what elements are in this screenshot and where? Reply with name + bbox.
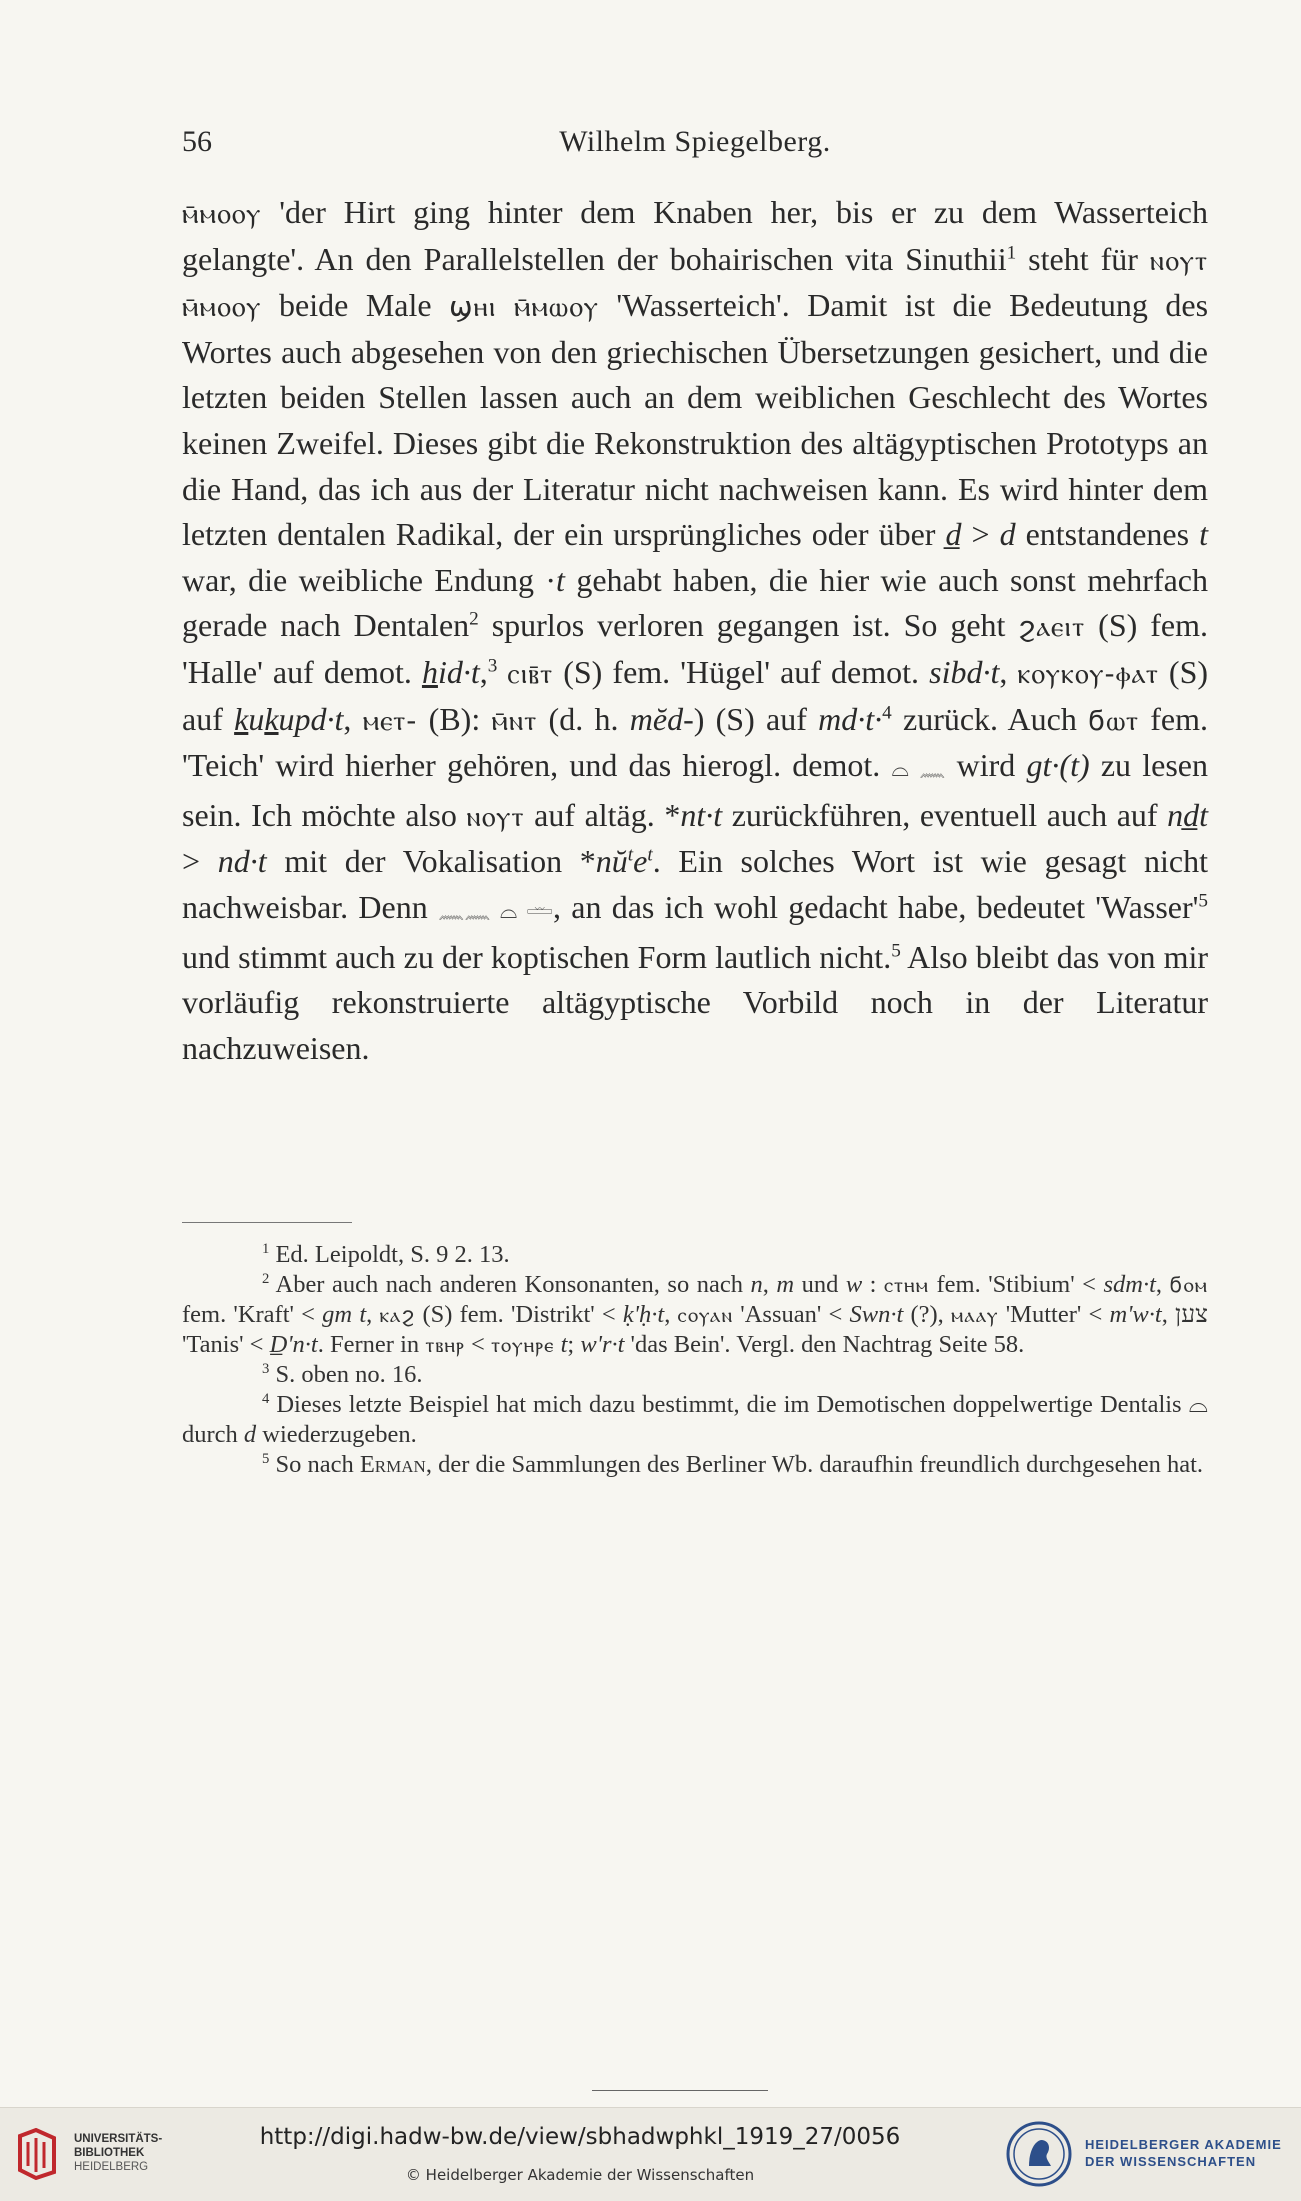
university-library-name: UNIVERSITÄTS- BIBLIOTHEK HEIDELBERG (74, 2133, 163, 2173)
author-name: Erman (359, 1451, 426, 1478)
digitization-footer (0, 2107, 1301, 2201)
coptic-word: ⲙ̄ⲙⲟⲟⲩ (182, 197, 262, 230)
end-rule (592, 2090, 768, 2091)
coptic-word: ϩⲁⲉⲓⲧ (1018, 610, 1086, 644)
ub-heidelberg-icon (14, 2128, 60, 2180)
hieroglyph-group: 𓈖𓈖 ⌓ 𓏛 (437, 898, 554, 924)
coptic-word: ⲙ̄ⲛⲧ (491, 703, 538, 737)
footnote-4: $^4$ Dieses letzte Beispiel hat mich dazu bestimmt, die im Demotischen doppelwertige Dentalis ⌓ durch d wiederzugeben. (182, 1390, 1208, 1448)
footnote-separator (182, 1222, 352, 1223)
footnote-1: $^1$ Ed. Leipoldt, S. 9 2. 13. (262, 1240, 510, 1268)
footnote-text: , der die Sammlungen des Berliner Wb. daraufhin freundlich durchgesehen hat. (425, 1451, 1203, 1478)
footnote-text: Ed. Leipoldt, S. 9 2. 13. (275, 1241, 510, 1268)
footnotes (182, 1240, 1208, 1480)
university-library-logo[interactable] (14, 2124, 174, 2184)
coptic-word: ⲙⲉⲧ- (362, 703, 418, 737)
paragraph: ⲙ̄ⲙⲟⲟⲩ 'der Hirt ging hinter dem Knaben her, bis er zu dem Wasserteich gelangte'. An den Parallelstellen der bohairischen vita Sinuthii$^1$ steht für ⲛⲟⲩⲧ ⲙ̄ⲙⲟⲟⲩ beide Male ϣⲏⲓ ⲙ̄ⲙⲱⲟⲩ 'Wasserteich'. Damit ist die Bedeutung des Wortes auch abgesehen von den griechischen Übersetzungen gesichert, und die letzten beiden Stellen lassen auch an dem weiblichen Geschlecht des Wortes keinen Zweifel. Dieses gibt die Rekonstruktion des altägyptischen Prototyps an die Hand, das ich aus der Literatur nicht nachweisen kann. Es wird hinter dem letzten dentalen Radikal, der ein ursprüngliches oder über d̲ > d entstandenes t war, die weibliche Endung ·t gehabt haben, die hier wie auch sonst mehrfach gerade nach Dentalen$^2$ spurlos verloren gegangen ist. So geht ϩⲁⲉⲓⲧ (S) fem. 'Halle' auf demot. hid·t,$^3$ ⲥⲓⲃ̄ⲧ (S) fem. 'Hügel' auf demot. sibd·t, ⲕⲟⲩⲕⲟⲩ-ⲫⲁⲧ (S) auf kukupd·t, ⲙⲉⲧ- (B): ⲙ̄ⲛⲧ (d. h. mĕd-) (S) auf md·t·$^4$ zurück. Auch ϭⲱⲧ fem. 'Teich' wird hierher gehören, und das hierogl. demot. ⌓ 𓈖 wird gt·(t) zu lesen sein. Ich möchte also ⲛⲟⲩⲧ auf altäg. *nt·t zurückführen, eventuell auch auf nd̲t > nd·t mit der Vokalisation $*nŭ^te^t$. Ein solches Wort ist wie gesagt nicht nachweisbar. Denn 𓈖𓈖 ⌓ 𓏛, an das ich wohl gedacht habe, bedeutet '$Wasser'^5$ und stimmt auch zu der koptischen Form lautlich nicht.$^5$ Also bleibt das von mir vorläufig rekonstruierte altägyptische Vorbild noch in der Literatur nachzuweisen. (182, 194, 1209, 1066)
academy-seal-icon (1005, 2120, 1073, 2188)
footnote-2: $^2$ Aber auch nach anderen Konsonanten, so nach n, m und w : ⲥⲧⲏⲙ fem. 'Stibium' < sdm·t, ϭⲟⲙ fem. 'Kraft' < gm t, ⲕⲁϩ (S) fem. 'Distrikt' < ḳ'ḥ·t, ⲥⲟⲩⲁⲛ 'Assuan' < Swn·t (?), ⲙⲁⲁⲩ 'Mutter' < m'w·t, צען 'Tanis' < D̲'n·t. Ferner in ⲧⲃⲏⲣ < ⲧⲟⲩⲏⲣⲉ t; w'r·t 'das Bein'. Vergl. den Nachtrag Seite 58. (182, 1270, 1209, 1358)
coptic-word: ⲛⲟⲩⲧ (1149, 243, 1209, 277)
main-text (182, 190, 1208, 1071)
coptic-word: ⲥⲓⲃ̄ⲧ (507, 656, 554, 690)
footnote-3: $^3$ S. oben no. 16. (262, 1360, 423, 1388)
page-header (182, 125, 1208, 165)
page-number: 56 (182, 125, 212, 158)
academy-logo[interactable] (1005, 2120, 1295, 2192)
footnote-text: S. oben no. 16. (275, 1361, 423, 1388)
footnote-text: So nach (275, 1451, 354, 1478)
coptic-word: ⲙ̄ⲙⲟⲟⲩ (182, 290, 262, 324)
coptic-word: ⲕⲟⲩⲕⲟⲩ- (1017, 656, 1116, 690)
hieroglyph-group: ⌓ 𓈖 (891, 757, 946, 783)
academy-name: HEIDELBERGER AKADEMIE DER WISSENSCHAFTEN (1085, 2137, 1282, 2169)
coptic-word: ϭⲱⲧ (1088, 703, 1140, 737)
coptic-word: ⲛⲟⲩⲧ (466, 799, 525, 833)
copyright-notice: © Heidelberger Akademie der Wissenschaften (405, 2166, 755, 2184)
permalink-url[interactable]: http://digi.hadw-bw.de/view/sbhadwphkl_1919_27/0056 (259, 2124, 901, 2150)
running-head: Wilhelm Spiegelberg. (559, 125, 831, 158)
coptic-word: ⲙ̄ⲙⲱⲟⲩ (514, 290, 599, 324)
coptic-word: ϣⲏⲓ (449, 290, 497, 324)
coptic-word: ⲫⲁⲧ (1115, 656, 1159, 690)
footnote-5: $^5$ So nach Erman, der die Sammlungen des Berliner Wb. daraufhin freundlich durchgesehen hat. (262, 1450, 1203, 1478)
